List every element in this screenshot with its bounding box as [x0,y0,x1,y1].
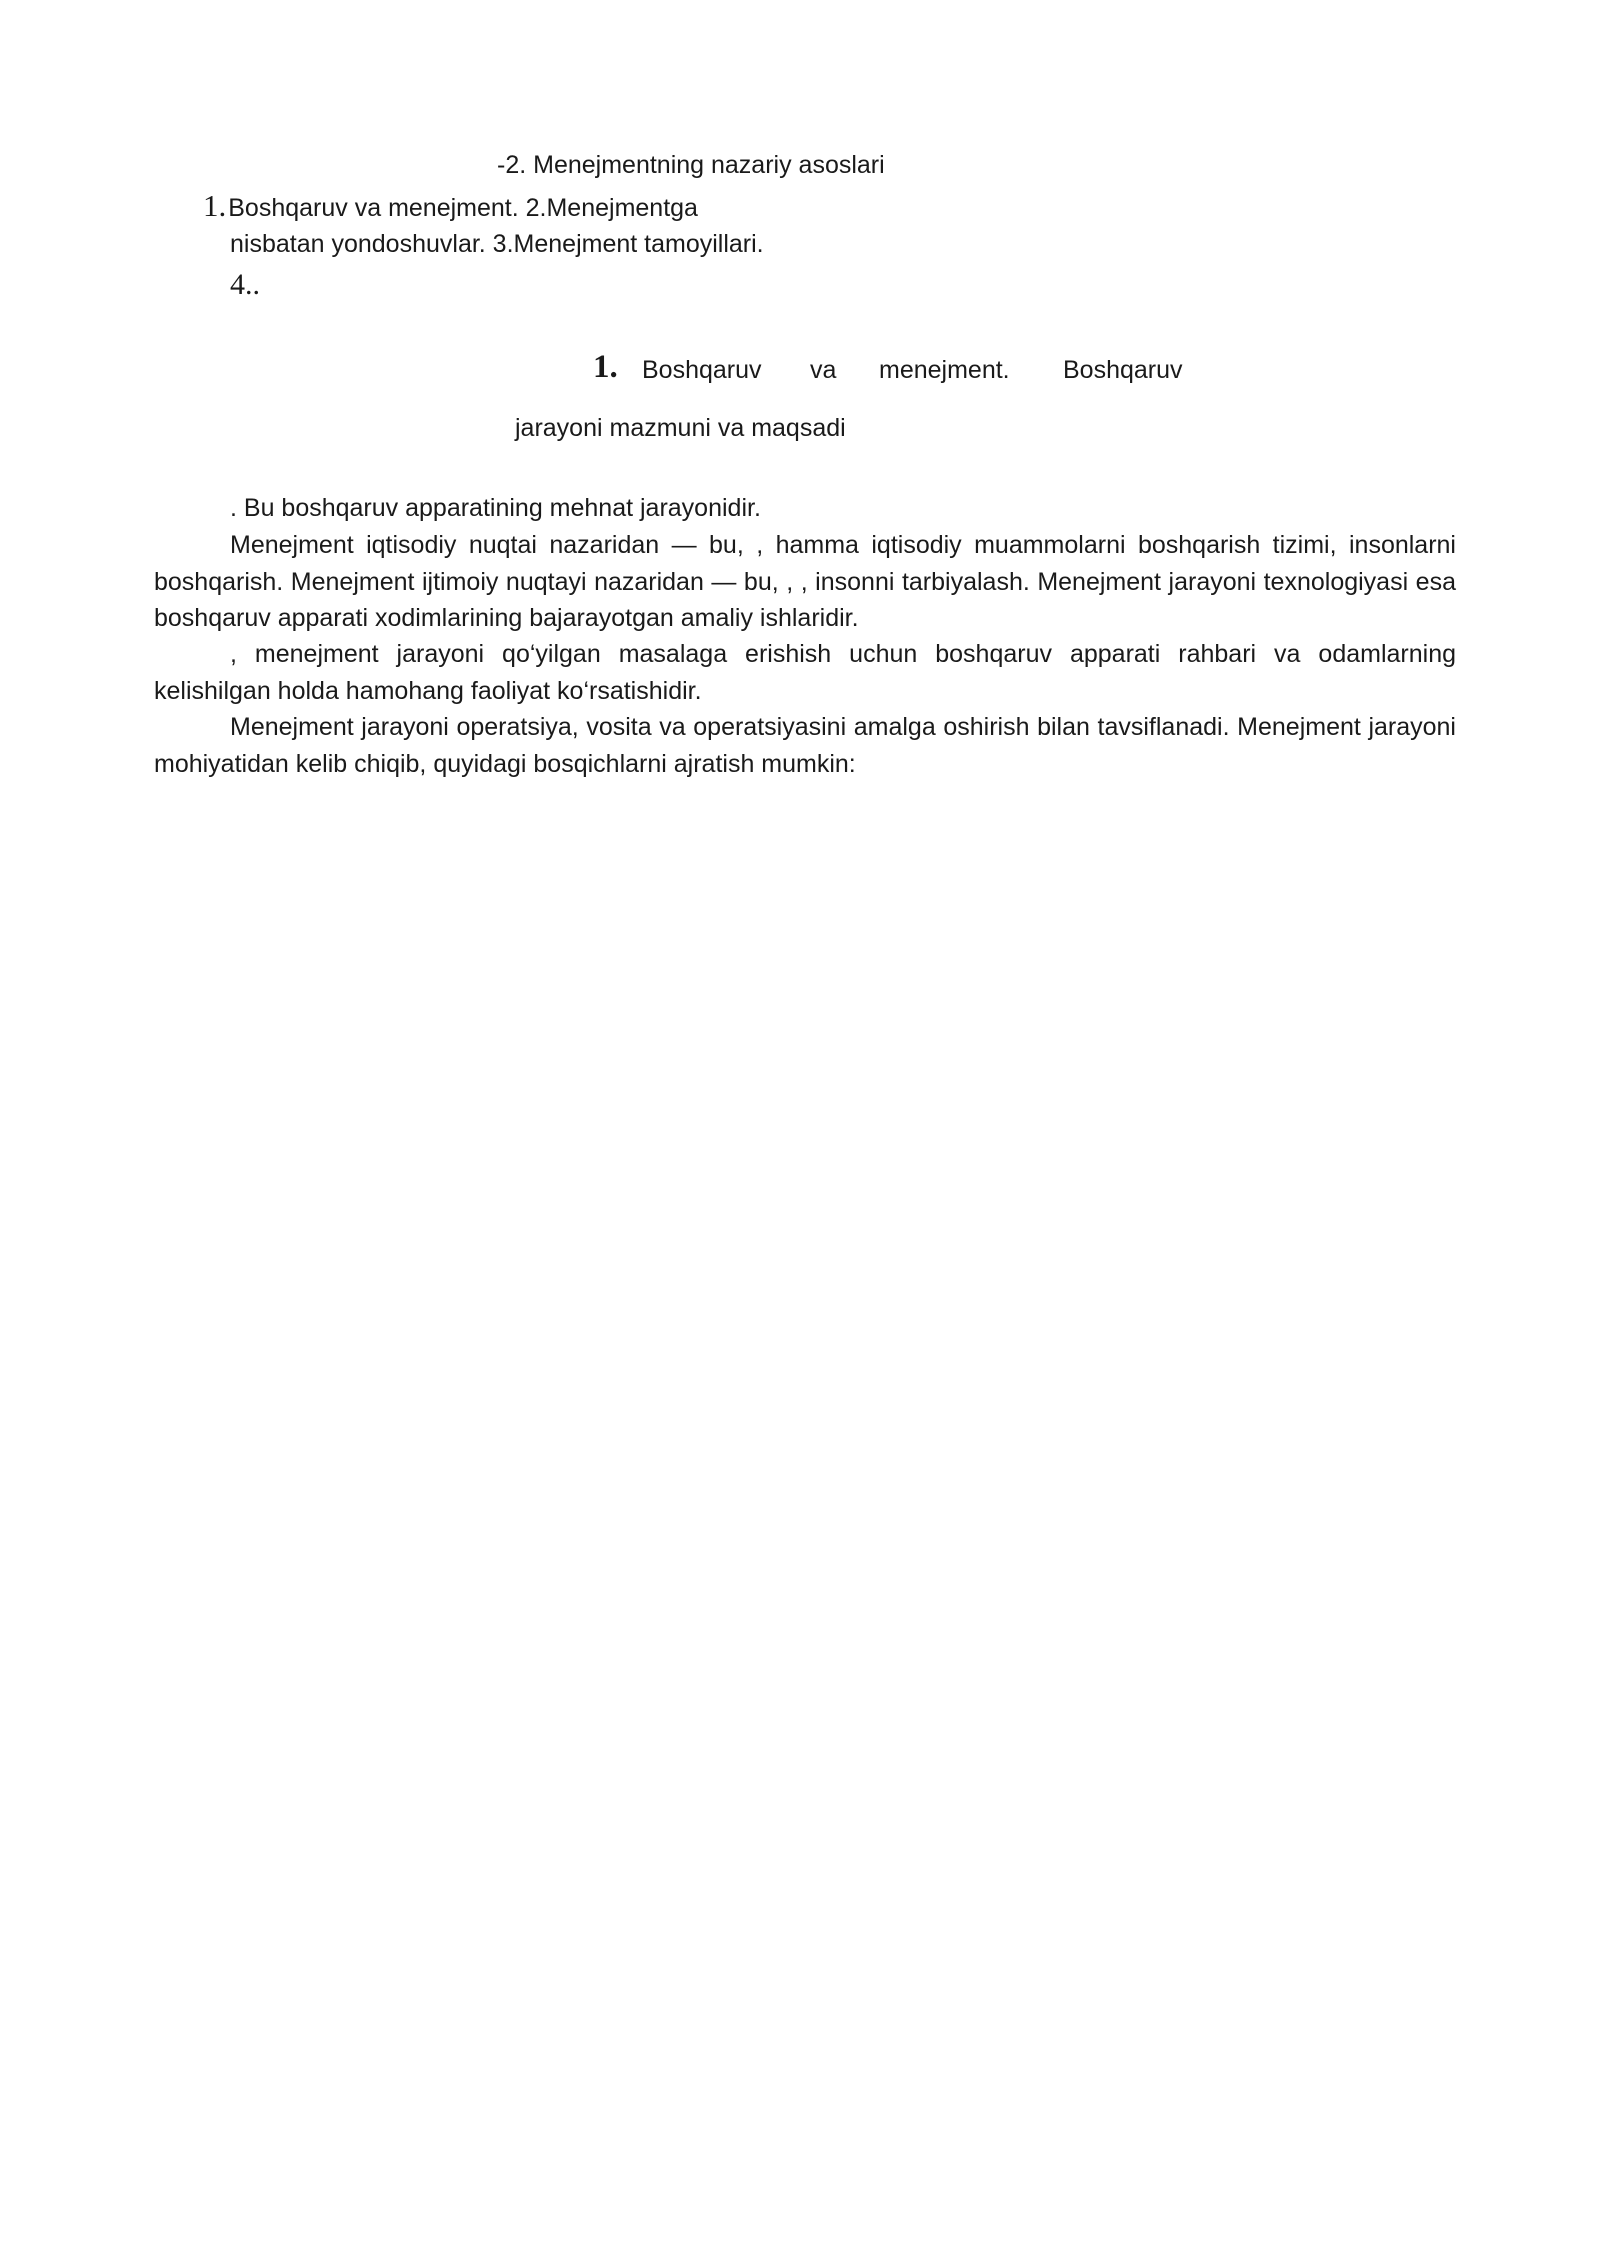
chapter-heading: -2. Menejmentning nazariy asoslari [497,151,885,179]
body-paragraph-3 [154,636,1456,709]
section-title-word-1: Boshqaruv [642,356,762,384]
body-paragraph-1 [154,490,1456,527]
body-paragraph-4 [154,709,1456,782]
section-title-word-3: menejment. [879,356,1010,384]
section-title-word-4: Boshqaruv [1063,356,1183,384]
outline-item-1 [203,188,698,226]
body-paragraph-1-text: . Bu boshqaruv apparatining mehnat jarayonidir. [230,494,761,522]
section-title-word-2: va [810,356,837,384]
body-paragraph-2 [154,527,1456,637]
outline-item-1-number: 1. [203,188,227,223]
section-title-line-2: jarayoni mazmuni va maqsadi [515,414,846,442]
body-paragraph-3-text: , menejment jarayoni qo‘yilgan masalaga erishish uchun boshqaruv apparati rahbari va odamlarning kelishilgan holda hamohang faoliyat ko‘rsatishidir. [154,640,1456,705]
outline-item-1-continuation: nisbatan yondoshuvlar. 3.Menejment tamoyillari. [230,230,764,258]
body-paragraph-4-text: Menejment jarayoni operatsiya, vosita va operatsiyasini amalga oshirish bilan tavsiflanadi. Menejment jarayoni mohiyatidan kelib chiqib, quyidagi bosqichlarni ajratish mumkin: [154,713,1456,778]
outline-item-1-text: Boshqaruv va menejment. 2.Menejmentga [228,194,698,222]
section-title [593,350,1193,390]
outline-item-4: 4.. [230,268,260,301]
body-paragraph-2-text: Menejment iqtisodiy nuqtai nazaridan — bu, , hamma iqtisodiy muammolarni boshqarish tizimi, insonlarni boshqarish. Menejment ijtimoiy nuqtayi nazaridan — bu, , , insonni tarbiyalash. Menejment jarayoni texnologiyasi esa boshqaruv apparati xodimlarining bajarayotgan amaliy ishlaridir. [154,531,1456,632]
section-title-number: 1. [593,349,618,385]
